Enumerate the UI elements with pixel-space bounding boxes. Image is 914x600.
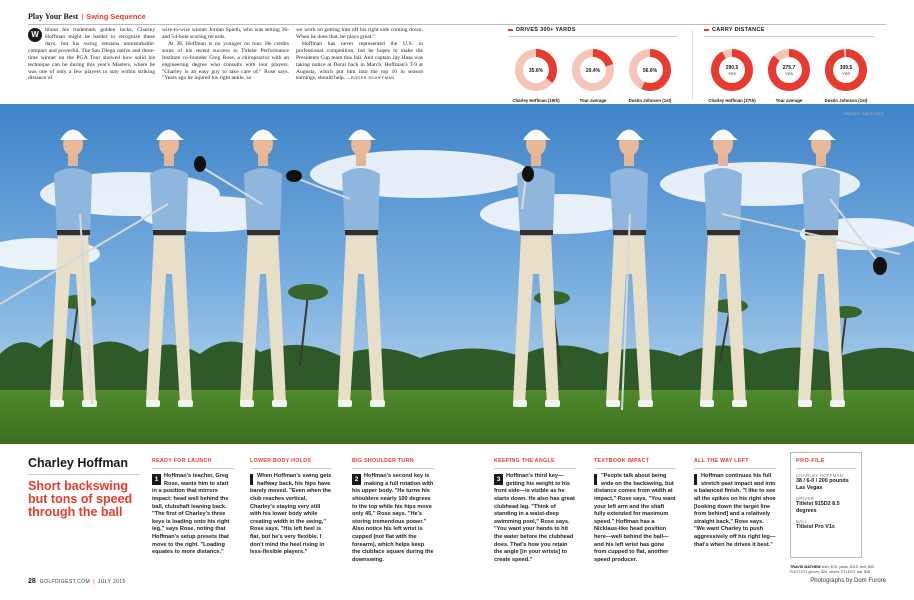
carry-donut-unit-1: YDS: [785, 72, 793, 76]
intro-column-3: [296, 27, 423, 82]
swing-sequence-photo: [0, 104, 914, 444]
caption-number: 3: [494, 474, 503, 485]
pro-file-title: PRO-FILE: [796, 458, 856, 469]
carry-stat-box: [704, 27, 874, 103]
drives-donut-value-1: 20.4%: [585, 68, 601, 74]
intro-text-3a: we work on getting him off his right side coming down. When he does that, he plays great.": [296, 27, 423, 40]
attire-credits: TRAVIS MATHEW shirt, $78, pants, $115, belt, $60 FOOTJOY gloves, $24, shoes TITLEIST hat, $28: [790, 565, 875, 574]
drives-donut-1: [565, 47, 621, 103]
carry-donut-value-0: 290.5: [725, 65, 739, 71]
pro-file-box: PRO-FILE CHARLEY HOFFMAN 38 / 6-0 / 200 pounds Las Vegas DRIVER Titleist 915D2 8.5 degrees BALL Titleist Pro V1x: [790, 452, 862, 558]
drives-donut-2: [622, 47, 678, 103]
photo-source-tag: DRIVER: SWITCHES: [843, 112, 884, 116]
issue-date: JULY 2015: [97, 579, 126, 585]
caption-number: 2: [352, 474, 361, 485]
carry-donut-unit-0: YDS: [728, 72, 736, 76]
website: GOLFDIGEST.COM: [39, 579, 91, 585]
carry-donut-0: [704, 47, 760, 103]
drives-donut-value-2: 56.6%: [642, 68, 658, 74]
caption-marker: [694, 474, 697, 485]
carry-donut-unit-2: YDS: [842, 72, 850, 76]
drives-donut-label-1: Tour average: [579, 98, 607, 103]
caption-textbook-impact: TEXTBOOK IMPACT "People talk about being wide on the backswing, but distance comes from width at impact," Rose says. "You want your left arm and the shaft fully extended for maximum speed." Hoffman has a Nicklaus-like head position here—well behind the ball—and his left wrist has gone from cupped to flat, another speed producer.: [594, 458, 676, 563]
masthead: Play Your Best | Swing Sequence: [28, 12, 146, 21]
byline: —ROGER SCHIFFMAN: [346, 75, 395, 81]
drives-title: DRIVES 300+ YARDS: [508, 27, 678, 33]
carry-donut-label-2: Dustin Johnson (1st): [824, 98, 868, 103]
player-name: Charley Hoffman: [28, 456, 140, 475]
photo-credit: Photographs by Dom Furore: [810, 578, 886, 584]
carry-donut-2: [818, 47, 874, 103]
player-nameplate: [28, 456, 140, 519]
folio: 28 GOLFDIGEST.COM | JULY 2015: [28, 578, 126, 585]
drives-donut-0: [508, 47, 564, 103]
dropcap: W: [28, 28, 42, 42]
pro-file-ball: Titleist Pro V1x: [796, 524, 835, 531]
carry-donut-1: [761, 47, 817, 103]
page-number: 28: [28, 578, 36, 585]
caption-all-the-way-left: ALL THE WAY LEFT Hoffman continues his full stretch past impact and into a balanced finish. "I like to see all the spikes on his right shoe [looking down the target line from behind] and a relatively straight back," Rose says. "We want Charley to push aggressively off his right leg—that's when he drives it best.": [694, 458, 776, 548]
drives-stat-box: [508, 27, 678, 103]
intro-column-1: [28, 27, 155, 82]
pro-file-bio: 38 / 6-0 / 200 pounds Las Vegas: [796, 478, 849, 492]
section-title: Swing Sequence: [86, 12, 146, 21]
caption-marker: [594, 474, 597, 485]
caption-lower-body-holds: LOWER BODY HOLDS When Hoffman's swing gets halfway back, his hips have barely moved. "Even when the club reaches vertical, Charley's staying very still with his lower body while creating width in the swing," Rose says. "His left heel is flat, but he's very flexible. I don't mind the heel rising in less-flexible players.": [250, 458, 332, 556]
pro-file-driver: Titleist 915D2 8.5 degrees: [796, 501, 840, 515]
intro-text-1: ithout his trademark golden locks, Charley Hoffman might be harder to recognize these days, but his swing remains unmistakable: compact and powerful. The San Diego native and three-time winner on the PGA Tour showed how solid his technique can be during this year's Masters, where he was one of only a few players to stay within striking distance of: [28, 27, 155, 82]
carry-donut-label-0: Charley Hoffman (27th): [708, 98, 756, 103]
carry-donut-value-1: 275.7: [782, 65, 796, 71]
swing-photo-illustration: [0, 104, 914, 444]
caption-number: 1: [152, 474, 161, 485]
caption-marker: [250, 474, 253, 485]
stats-divider: [692, 30, 693, 100]
drives-donut-label-2: Dustin Johnson (1st): [628, 98, 672, 103]
intro-text-2b: At 38, Hoffman is no younger on tour. He credits some of his recent success to Titleist Performance Institute co-founder Greg Rose, a chiropractor with an engineering degree who consults with tour players. "Charley is an easy guy to take care of," Rose says. "Years ago he injured his right ankle, so: [162, 40, 289, 82]
intro-text-2a: wire-to-wire winner Jordan Spieth, who was setting 36- and 54-hole scoring records.: [162, 27, 289, 40]
drives-donut-label-0: Charley Hoffman (19th): [512, 98, 560, 103]
carry-donut-label-1: Tour average: [775, 98, 803, 103]
top-rule: [28, 24, 886, 25]
drives-donut-value-0: 35.6%: [528, 68, 544, 74]
caption-keeping-the-angle: KEEPING THE ANGLE 3 Hoffman's third key—getting his weight to his front side—is visible as he starts down. He also has great clubhead lag. "Think of standing in a waist-deep swimming pool," Rose says. "You want your hands to hit the water before the clubhead does. That's how you retain the angle [in your wrists] to create speed.": [494, 458, 575, 563]
intro-text-3b: Hoffman has never represented the U.S. in professional competition, but he hopes to make the Presidents Cup team this fall. And captain Jay Haas was taking notice at Doral back in March. Hoffman's T-9 at Augusta, which put him into the top 10 in season earnings, should help.: [296, 40, 423, 82]
caption-big-shoulder-turn: BIG SHOULDER TURN 2 Hoffman's second key is making a full rotation with his upper body. "He turns his shoulders nearly 100 degrees to the top while his hips move only 45," Rose says. "He's storing tremendous power." Also notice his left wrist is cupped (not flat with the forearm), which helps keep the clubface square during the downswing.: [352, 458, 434, 563]
caption-ready-for-launch: READY FOR LAUNCH 1 Hoffman's teacher, Greg Rose, wants him to start in a position that mirrors impact: head well behind the ball, clubshaft leaning back. "The first of Charley's three keys is loading onto his right leg," says Rose, noting that Hoffman's setup presets that move to the right. "Loading equates to more distance.": [152, 458, 234, 557]
player-tagline: Short backswing but tons of speed through the ball: [28, 479, 133, 520]
carry-donut-value-2: 309.5: [839, 65, 853, 71]
intro-column-2: [162, 27, 289, 82]
carry-title: CARRY DISTANCE: [704, 27, 874, 33]
magazine-title: Play Your Best: [28, 12, 79, 21]
